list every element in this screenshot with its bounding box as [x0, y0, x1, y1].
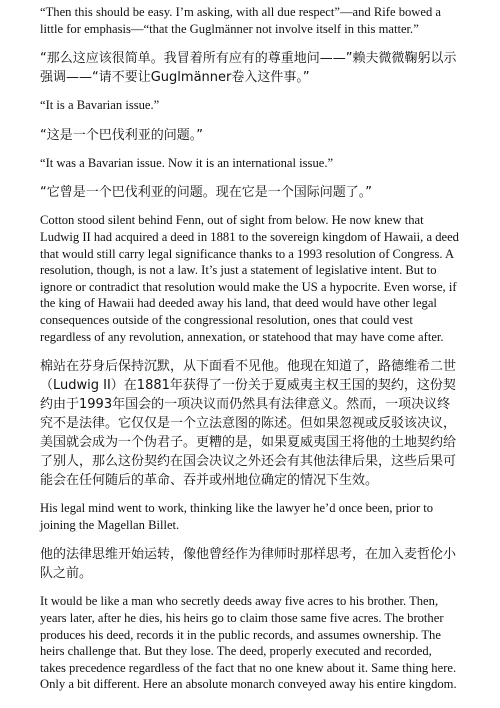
paragraph-zh: 棉站在芬身后保持沉默，从下面看不见他。他现在知道了，路德维希二世（Ludwig II）在1881年获得了一份关于夏威夷主权王国的契约，这份契约由于1993年国会的一项决议而仍然具有法律意义。然而，一项决议终究不是法律。它仅仅是一个立法意图的陈述。但如果忽视或反驳该决议，美国就会成为一个伪君子。更糟的是，如果夏威夷国王将他的土地契约给了别人，那么这份契约在国会决议之外还会有其他法律后果，这些后果可能会在任何随后的革命、吞并或州地位确定的情况下生效。	[40, 359, 457, 489]
paragraph-en: “Then this should be easy. I’m asking, with all due respect”—and Rife bowed a little for emphasis—“that the Guglmänner not involve itself in this matter.”	[40, 5, 442, 36]
paragraph-zh: “那么这应该很简单。我冒着所有应有的尊重地问——”赖夫微微鞠躬以示强调——“请不要让Guglmänner卷入这件事。”	[40, 51, 457, 86]
paragraph-zh: “它曾是一个巴伐利亚的问题。现在它是一个国际问题了。”	[40, 185, 372, 201]
paragraph-en: It would be like a man who secretly deeds away five acres to his brother. Then, years later, after he dies, his heirs go to claim those same five acres. The brother produces his deed, records it in the public records, and assumes ownership. The heirs challenge that. But they lose. The deed, properly executed and recorded, takes precedence regardless of the fact that no one knew about it. Same thing here. Only a bit different. Here an absolute monarch conveyed away his entire kingdom.	[40, 594, 457, 692]
paragraph-zh: “这是一个巴伐利亚的问题。”	[40, 127, 203, 143]
paragraph-zh: 他的法律思维开始运转，像他曾经作为律师时那样思考，在加入麦哲伦小队之前。	[40, 547, 457, 582]
paragraph-en: Cotton stood silent behind Fenn, out of sight from below. He now knew that Ludwig II had acquired a deed in 1881 to the sovereign kingdom of Hawaii, a deed that would still carry legal significance thanks to a 1993 resolution of Congress. A resolution, though, is not a law. It’s just a statement of legislative intent. But to ignore or contradict that resolution would make the US a hypocrite. Even worse, if the king of Hawaii had deeded away his land, that deed would have other legal consequences outside of the congressional resolution, ones that could vest regardless of any revolution, annexation, or statehood that may have come after.	[40, 213, 459, 344]
paragraph-en: “It was a Bavarian issue. Now it is an international issue.”	[40, 155, 334, 170]
paragraph-en: His legal mind went to work, thinking like the lawyer he’d once been, prior to joining the Magellan Billet.	[40, 501, 434, 532]
paragraph-en: “It is a Bavarian issue.”	[40, 98, 160, 113]
